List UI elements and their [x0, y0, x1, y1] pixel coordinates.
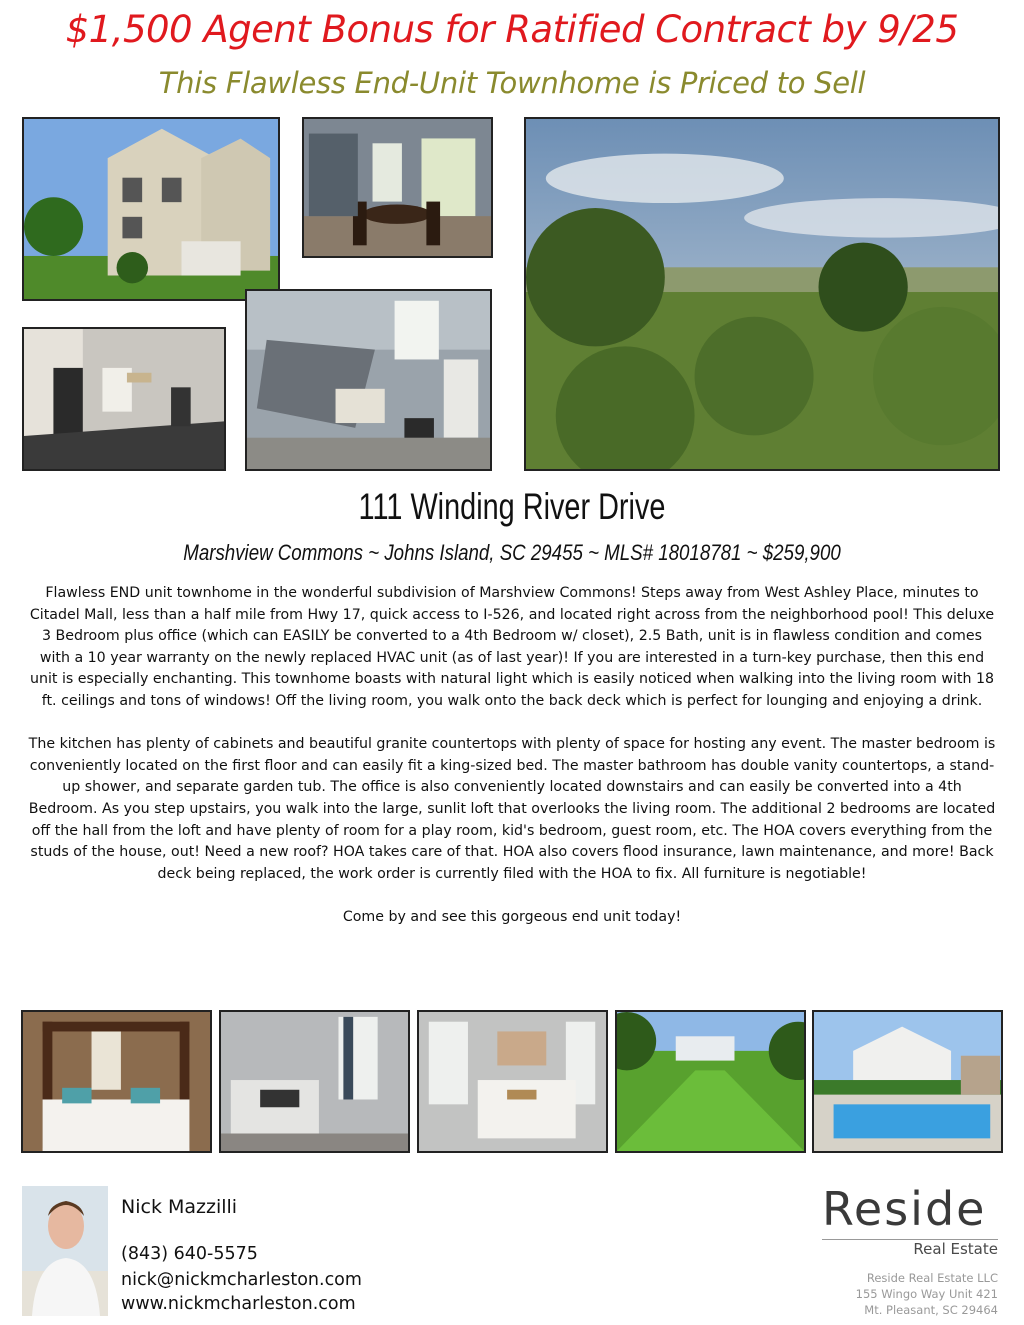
brokerage-logo: Reside: [822, 1182, 987, 1236]
photo-exterior: [22, 117, 280, 301]
brokerage-company-name: Reside Real Estate LLC: [866, 1271, 998, 1285]
headline: $1,500 Agent Bonus for Ratified Contract by 9/25: [65, 8, 959, 51]
brokerage-street: 155 Wingo Way Unit 421: [855, 1287, 998, 1301]
call-to-action: Come by and see this gorgeous end unit today!: [342, 908, 682, 925]
photo-bedroom-3: [417, 1010, 608, 1153]
description-paragraph-2: The kitchen has plenty of cabinets and beautiful granite countertops with plenty of space for hosting any event. The master bedroom is conveniently located on the first floor and can easily fit a king-sized bed. The master bathroom has double vanity countertops, a stand-up shower, and separate garden tub. The office is also conveniently located downstairs and can easily be converted into a 4th Bedroom. As you step upstairs, you walk into the large, sunlit loft that overlooks the living room. The additional 2 bedrooms are located off the hall from the loft and have plenty of room for a play room, kid's bedroom, guest room, etc. The HOA covers everything from the studs of the house, out! Need a new roof? HOA takes care of that. HOA also covers flood insurance, lawn maintenance, and more! Back deck being replaced, the work order is currently filed with the HOA to fix. All furniture is negotiable!: [28, 736, 996, 882]
brokerage-city: Mt. Pleasant, SC 29464: [864, 1303, 998, 1317]
agent-phone: (843) 640-5575: [121, 1244, 258, 1264]
brokerage-logo-subtitle: Real Estate: [913, 1240, 998, 1258]
property-address: 111 Winding River Drive: [358, 486, 666, 527]
photo-master-bedroom: [21, 1010, 212, 1153]
photo-pool: [812, 1010, 1003, 1153]
description: [28, 583, 996, 929]
property-details: Marshview Commons ~ Johns Island, SC 29455 ~ MLS# 18018781 ~ $259,900: [183, 540, 841, 565]
description-paragraph-1: Flawless END unit townhome in the wonderful subdivision of Marshview Commons! Steps away from West Ashley Place, minutes to Citadel Mall, less than a half mile from Hwy 17, quick access to I-526, and located right across from the neighborhood pool! This deluxe 3 Bedroom plus office (which can EASILY be converted to a 4th Bedroom w/ closet), 2.5 Bath, unit is in flawless condition and comes with a 10 year warranty on the newly replaced HVAC unit (as of last year)! If you are interested in a turn-key purchase, then this end unit is especially enchanting. This townhome boasts with natural light which is easily noticed when walking into the living room with 18 ft. ceilings and tons of windows! Off the living room, you walk onto the back deck which is perfect for lounging and enjoying a drink.: [29, 585, 995, 709]
subhead: This Flawless End-Unit Townhome is Priced to Sell: [158, 66, 866, 100]
agent-email: nick@nickmcharleston.com: [121, 1270, 362, 1290]
photo-backyard: [615, 1010, 806, 1153]
photo-bedroom-2: [219, 1010, 410, 1153]
photo-kitchen: [22, 327, 226, 471]
photo-marsh: [524, 117, 1000, 471]
photo-dining: [302, 117, 493, 258]
agent-photo: [22, 1186, 108, 1316]
photo-living-room: [245, 289, 492, 471]
agent-name: Nick Mazzilli: [121, 1196, 238, 1218]
agent-website: www.nickmcharleston.com: [121, 1294, 356, 1314]
